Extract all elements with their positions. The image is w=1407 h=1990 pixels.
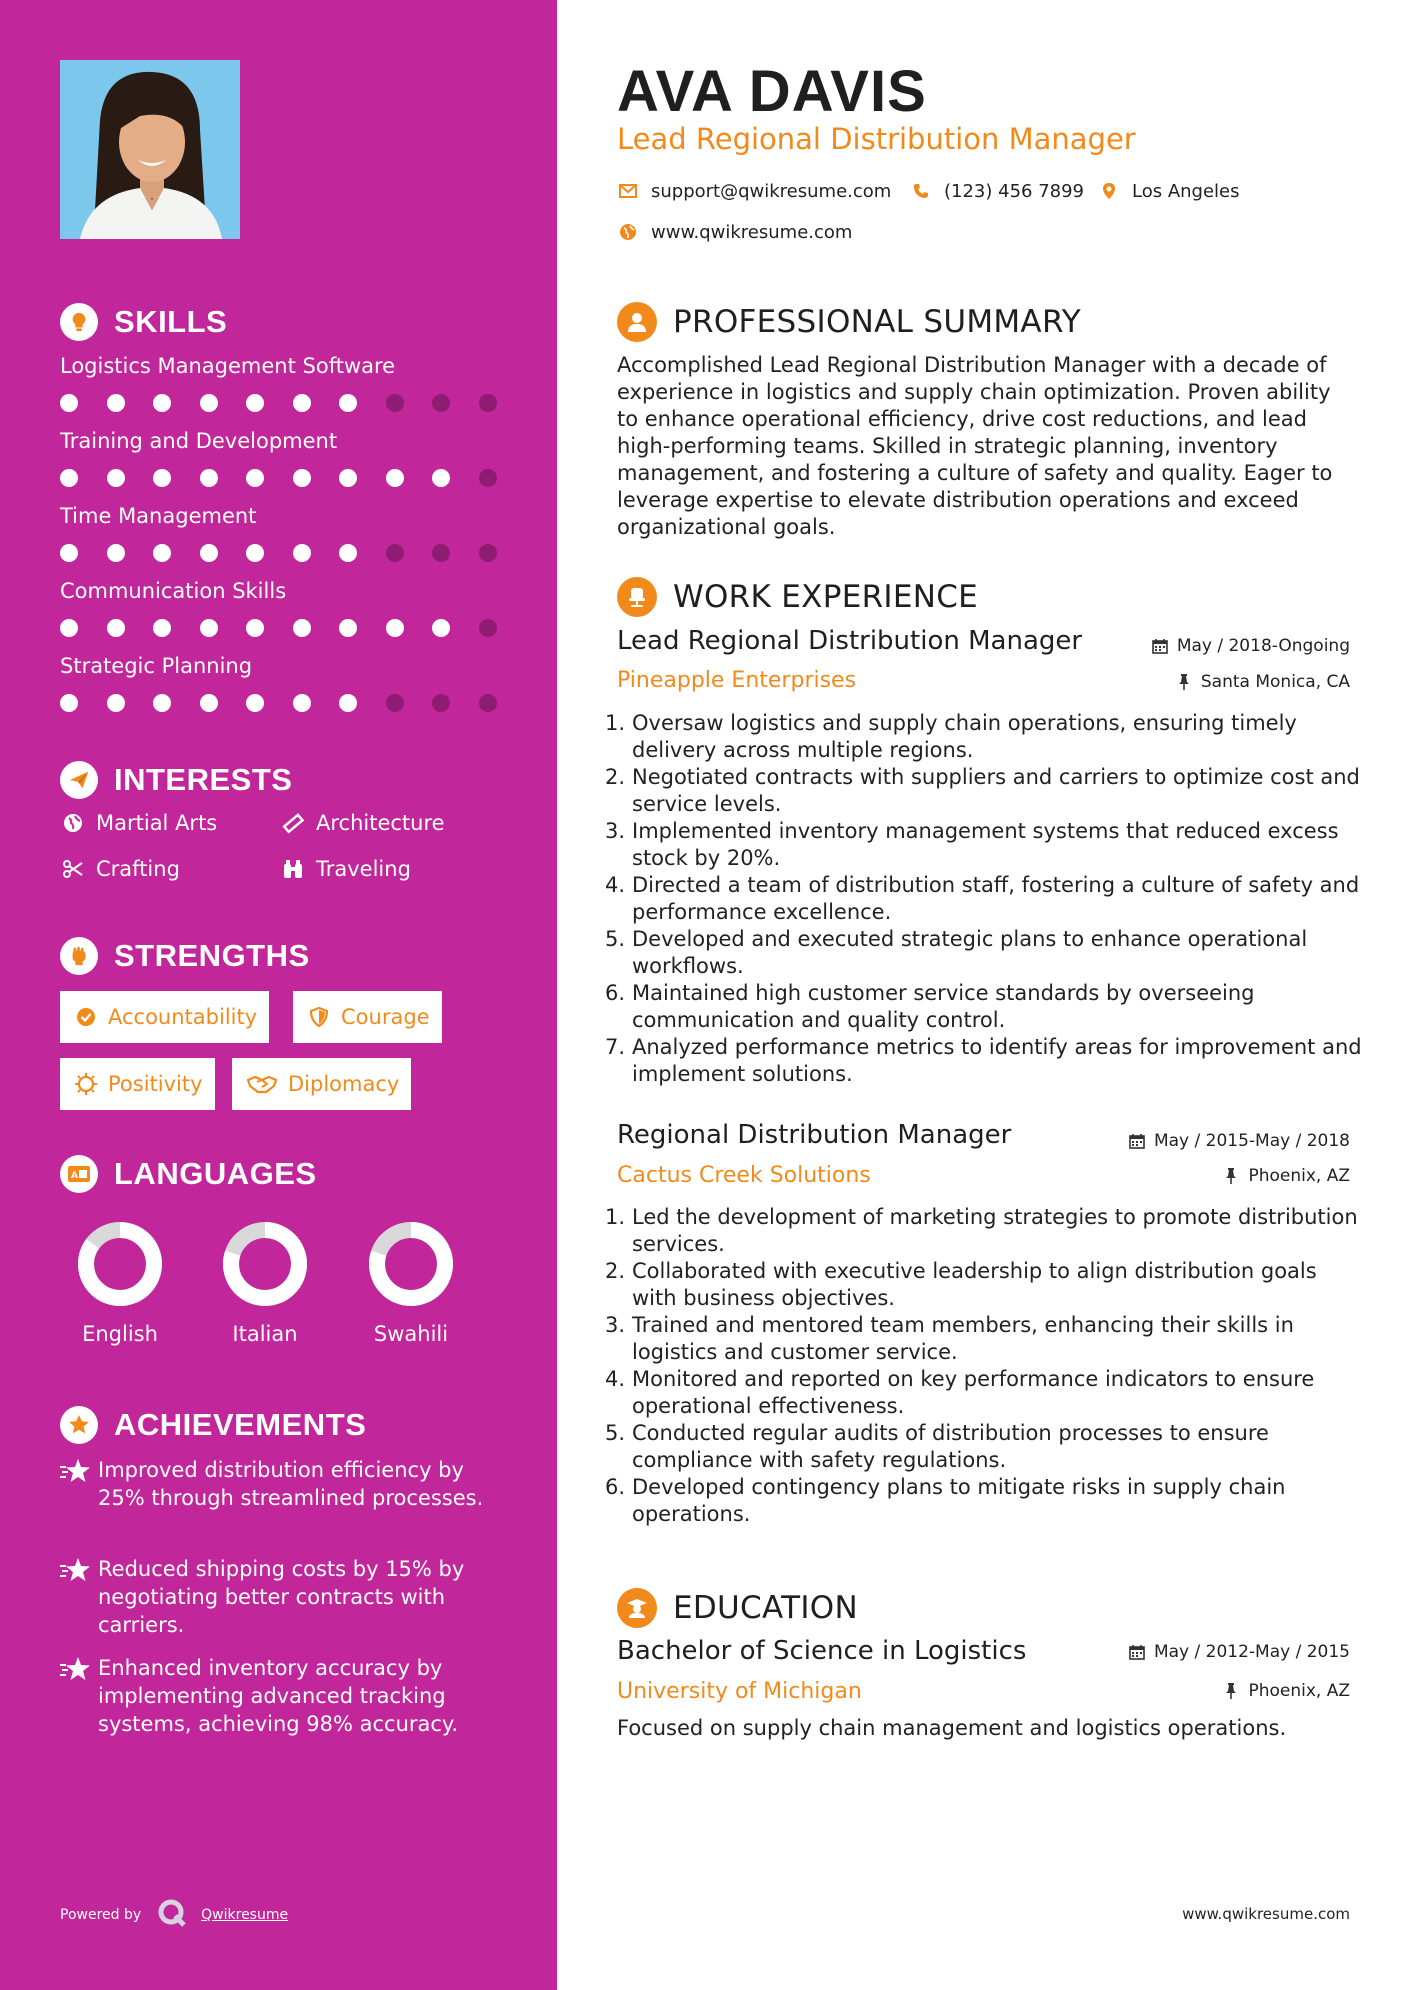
candidate-title: Lead Regional Distribution Manager bbox=[617, 122, 1136, 156]
skill-dot-filled bbox=[246, 544, 264, 562]
interest-label: Traveling bbox=[316, 857, 411, 881]
interest-label: Crafting bbox=[96, 857, 180, 881]
experience-heading bbox=[617, 575, 978, 619]
star-icon bbox=[60, 1654, 98, 1738]
job-dates-text: May / 2015-May / 2018 bbox=[1153, 1131, 1350, 1151]
language-item bbox=[205, 1220, 325, 1346]
job-bullet-item bbox=[605, 980, 1365, 1034]
bullet-text: Analyzed performance metrics to identify areas for improvement and implement solutions. bbox=[632, 1035, 1362, 1086]
pushpin-icon bbox=[1175, 673, 1193, 691]
skill-dot-filled bbox=[107, 469, 125, 487]
job-location bbox=[1175, 672, 1350, 692]
shield-icon bbox=[307, 1005, 331, 1029]
skill-dot-filled bbox=[386, 469, 404, 487]
bullet-text: Collaborated with executive leadership to align distribution goals with business objectives. bbox=[632, 1259, 1317, 1310]
job-bullet-item bbox=[605, 1420, 1365, 1474]
skill-dot-filled bbox=[60, 394, 78, 412]
job-dates-text: May / 2018-Ongoing bbox=[1176, 636, 1350, 656]
job-dates bbox=[1151, 636, 1350, 656]
lightbulb-icon bbox=[60, 303, 98, 341]
skill-dot-filled bbox=[293, 619, 311, 637]
bullet-number: 3. bbox=[605, 819, 626, 843]
language-level-ring bbox=[221, 1220, 309, 1308]
job-bullet-item bbox=[605, 926, 1365, 980]
skill-dot-filled bbox=[246, 694, 264, 712]
skill-dot-filled bbox=[432, 469, 450, 487]
interest-item-crafting bbox=[60, 856, 180, 882]
bullet-number: 5. bbox=[605, 1421, 626, 1445]
education-dates bbox=[1128, 1642, 1350, 1662]
skill-dot-filled bbox=[339, 544, 357, 562]
qwikresume-logo-icon bbox=[157, 1898, 187, 1932]
skill-rating bbox=[60, 392, 500, 414]
bullet-number: 6. bbox=[605, 981, 626, 1005]
achievement-text: Reduced shipping costs by 15% by negotiating better contracts with carriers. bbox=[98, 1557, 465, 1637]
interest-item-traveling bbox=[280, 856, 411, 882]
skill-dot-empty bbox=[479, 394, 497, 412]
qwikresume-link[interactable]: Qwikresume bbox=[201, 1907, 289, 1923]
job-bullet-item bbox=[605, 1034, 1365, 1088]
skill-dot-filled bbox=[60, 694, 78, 712]
interest-label: Architecture bbox=[316, 811, 445, 835]
powered-by bbox=[60, 1898, 288, 1932]
skill-dot-empty bbox=[386, 394, 404, 412]
skill-dot-filled bbox=[153, 469, 171, 487]
skill-dot-empty bbox=[386, 544, 404, 562]
company-name: Pineapple Enterprises bbox=[617, 668, 857, 693]
language-level-ring bbox=[367, 1220, 455, 1308]
interest-item-architecture bbox=[280, 810, 445, 836]
skill-dot-filled bbox=[246, 469, 264, 487]
strength-accountability bbox=[60, 991, 269, 1043]
bullet-text: Trained and mentored team members, enhancing their skills in logistics and customer service. bbox=[632, 1313, 1294, 1364]
skill-dot-filled bbox=[153, 394, 171, 412]
skill-rating bbox=[60, 692, 500, 714]
briefcase-chair-icon bbox=[617, 577, 657, 617]
skill-dot-filled bbox=[293, 394, 311, 412]
skill-dot-empty bbox=[432, 544, 450, 562]
binoculars-icon bbox=[280, 856, 306, 882]
skill-item bbox=[60, 502, 500, 564]
skill-dot-filled bbox=[246, 394, 264, 412]
skill-dot-empty bbox=[479, 694, 497, 712]
skill-name: Logistics Management Software bbox=[60, 354, 396, 378]
skill-dot-filled bbox=[339, 469, 357, 487]
skill-dot-filled bbox=[153, 544, 171, 562]
skill-dot-filled bbox=[153, 619, 171, 637]
skill-item bbox=[60, 577, 500, 639]
bullet-text: Directed a team of distribution staff, fostering a culture of safety and performance excellence. bbox=[632, 873, 1360, 924]
job-bullet-item bbox=[605, 764, 1365, 818]
check-circle-icon bbox=[74, 1005, 98, 1029]
bullet-number: 2. bbox=[605, 1259, 626, 1283]
education-location-text: Phoenix, AZ bbox=[1248, 1681, 1350, 1701]
svg-text:A: A bbox=[71, 1171, 78, 1181]
bullet-text: Developed contingency plans to mitigate risks in supply chain operations. bbox=[632, 1475, 1286, 1526]
bullet-text: Conducted regular audits of distribution processes to ensure compliance with safety regulations. bbox=[632, 1421, 1269, 1472]
bullet-text: Negotiated contracts with suppliers and carriers to optimize cost and service levels. bbox=[632, 765, 1360, 816]
summary-heading bbox=[617, 300, 1081, 344]
language-icon bbox=[60, 1155, 98, 1193]
skill-dot-filled bbox=[60, 469, 78, 487]
globe-icon bbox=[617, 221, 639, 243]
bullet-text: Oversaw logistics and supply chain operations, ensuring timely delivery across multiple regions. bbox=[632, 711, 1297, 762]
skill-item bbox=[60, 652, 500, 714]
sidebar bbox=[0, 0, 557, 1990]
language-level-ring bbox=[76, 1220, 164, 1308]
star-icon bbox=[60, 1456, 98, 1512]
job-location-text: Phoenix, AZ bbox=[1248, 1166, 1350, 1186]
skill-dot-filled bbox=[432, 619, 450, 637]
calendar-icon bbox=[1128, 1132, 1146, 1150]
strength-positivity bbox=[60, 1058, 215, 1110]
strength-diplomacy bbox=[232, 1058, 411, 1110]
skill-dot-filled bbox=[339, 694, 357, 712]
phone-icon bbox=[910, 180, 932, 202]
skill-dot-filled bbox=[339, 394, 357, 412]
calendar-icon bbox=[1151, 637, 1169, 655]
skills-heading bbox=[60, 300, 227, 344]
skill-dot-filled bbox=[200, 394, 218, 412]
sun-icon bbox=[74, 1072, 98, 1096]
skill-item bbox=[60, 352, 500, 414]
skill-name: Time Management bbox=[60, 504, 257, 528]
language-name: Italian bbox=[232, 1322, 298, 1346]
skill-dot-empty bbox=[386, 694, 404, 712]
bullet-number: 4. bbox=[605, 1367, 626, 1391]
strength-label: Diplomacy bbox=[288, 1072, 400, 1096]
achievement-text: Enhanced inventory accuracy by implementing advanced tracking systems, achieving 98% accuracy. bbox=[98, 1656, 459, 1736]
powered-by-label: Powered by bbox=[60, 1907, 142, 1923]
interest-item-martial-arts bbox=[60, 810, 217, 836]
summary-heading-text: PROFESSIONAL SUMMARY bbox=[673, 304, 1082, 340]
education-location bbox=[1222, 1681, 1350, 1701]
bullet-number: 5. bbox=[605, 927, 626, 951]
email-text[interactable]: support@qwikresume.com bbox=[651, 180, 892, 202]
job-bullet-item bbox=[605, 1312, 1365, 1366]
skill-dot-filled bbox=[107, 544, 125, 562]
globe-icon bbox=[60, 810, 86, 836]
bullet-text: Implemented inventory management systems that reduced excess stock by 20%. bbox=[632, 819, 1339, 870]
skill-dot-filled bbox=[107, 619, 125, 637]
location-text: Los Angeles bbox=[1132, 180, 1240, 202]
phone-text[interactable]: (123) 456 7899 bbox=[944, 180, 1085, 202]
skill-dot-empty bbox=[479, 619, 497, 637]
job-bullet-item bbox=[605, 872, 1365, 926]
bullet-text: Maintained high customer service standards by overseeing communication and quality control. bbox=[632, 981, 1255, 1032]
interests-heading-text: INTERESTS bbox=[114, 762, 293, 797]
ruler-icon bbox=[280, 810, 306, 836]
strength-label: Positivity bbox=[108, 1072, 203, 1096]
skill-rating bbox=[60, 467, 500, 489]
skill-dot-empty bbox=[479, 469, 497, 487]
star-badge-icon bbox=[60, 1406, 98, 1444]
interests-heading bbox=[60, 758, 292, 802]
handshake-icon bbox=[246, 1072, 278, 1096]
skill-dot-empty bbox=[432, 694, 450, 712]
strengths-heading-text: STRENGTHS bbox=[114, 938, 310, 973]
skill-dot-filled bbox=[60, 544, 78, 562]
achievement-item bbox=[60, 1456, 510, 1512]
skill-dot-filled bbox=[293, 694, 311, 712]
user-icon bbox=[617, 302, 657, 342]
education-dates-text: May / 2012-May / 2015 bbox=[1153, 1642, 1350, 1662]
job-bullets bbox=[605, 710, 1365, 1088]
strengths-heading bbox=[60, 934, 310, 978]
bullet-number: 4. bbox=[605, 873, 626, 897]
job-location bbox=[1222, 1166, 1350, 1186]
degree-title: Bachelor of Science in Logistics bbox=[617, 1636, 1027, 1666]
map-pin-icon bbox=[1098, 180, 1120, 202]
language-name: Swahili bbox=[373, 1322, 449, 1346]
job-location-text: Santa Monica, CA bbox=[1200, 672, 1350, 692]
achievement-item bbox=[60, 1654, 510, 1738]
pushpin-icon bbox=[1222, 1682, 1240, 1700]
job-bullet-item bbox=[605, 1474, 1365, 1528]
skill-dot-filled bbox=[200, 544, 218, 562]
job-bullet-item bbox=[605, 1204, 1365, 1258]
job-bullet-item bbox=[605, 1258, 1365, 1312]
bullet-text: Developed and executed strategic plans to enhance operational workflows. bbox=[632, 927, 1308, 978]
skill-name: Strategic Planning bbox=[60, 654, 253, 678]
education-heading bbox=[617, 1586, 858, 1630]
bullet-number: 7. bbox=[605, 1035, 626, 1059]
bullet-number: 3. bbox=[605, 1313, 626, 1337]
skill-dot-filled bbox=[386, 619, 404, 637]
skill-dot-filled bbox=[200, 469, 218, 487]
bullet-number: 2. bbox=[605, 765, 626, 789]
languages-heading-text: LANGUAGES bbox=[114, 1156, 317, 1191]
calendar-icon bbox=[1128, 1643, 1146, 1661]
profile-photo bbox=[60, 60, 240, 239]
achievements-heading bbox=[60, 1403, 366, 1447]
footer-url[interactable]: www.qwikresume.com bbox=[1182, 1905, 1350, 1923]
skill-dot-filled bbox=[200, 694, 218, 712]
skill-dot-filled bbox=[293, 469, 311, 487]
language-item bbox=[351, 1220, 471, 1346]
skill-dot-filled bbox=[293, 544, 311, 562]
skill-dot-empty bbox=[432, 394, 450, 412]
skill-rating bbox=[60, 617, 500, 639]
contact-email bbox=[617, 180, 891, 202]
bullet-number: 1. bbox=[605, 1205, 626, 1229]
envelope-icon bbox=[617, 180, 639, 202]
bullet-text: Led the development of marketing strategies to promote distribution services. bbox=[632, 1205, 1358, 1256]
contact-location bbox=[1098, 180, 1240, 202]
paper-plane-icon bbox=[60, 761, 98, 799]
skill-rating bbox=[60, 542, 500, 564]
skill-dot-filled bbox=[246, 619, 264, 637]
skill-name: Communication Skills bbox=[60, 579, 287, 603]
skill-dot-filled bbox=[339, 619, 357, 637]
education-description: Focused on supply chain management and logistics operations. bbox=[617, 1716, 1287, 1740]
strength-label: Accountability bbox=[108, 1005, 258, 1029]
scissors-icon bbox=[60, 856, 86, 882]
graduate-icon bbox=[617, 1588, 657, 1628]
job-bullet-item bbox=[605, 1366, 1365, 1420]
achievement-item bbox=[60, 1555, 510, 1639]
interest-label: Martial Arts bbox=[96, 811, 218, 835]
job-bullet-item bbox=[605, 710, 1365, 764]
skill-dot-filled bbox=[107, 694, 125, 712]
star-icon bbox=[60, 1555, 98, 1639]
school-name: University of Michigan bbox=[617, 1679, 862, 1704]
achievements-heading-text: ACHIEVEMENTS bbox=[114, 1407, 367, 1442]
bullet-number: 6. bbox=[605, 1475, 626, 1499]
skill-dot-filled bbox=[60, 619, 78, 637]
job-title: Regional Distribution Manager bbox=[617, 1120, 1012, 1150]
skill-dot-empty bbox=[479, 544, 497, 562]
achievement-text: Improved distribution efficiency by 25% through streamlined processes. bbox=[98, 1458, 484, 1510]
company-name: Cactus Creek Solutions bbox=[617, 1163, 871, 1188]
skill-dot-filled bbox=[200, 619, 218, 637]
languages-heading bbox=[60, 1152, 317, 1196]
main-content bbox=[557, 0, 1407, 1990]
language-item bbox=[60, 1220, 180, 1346]
bullet-text: Monitored and reported on key performance indicators to ensure operational effectiveness. bbox=[632, 1367, 1315, 1418]
website-text[interactable]: www.qwikresume.com bbox=[651, 221, 853, 243]
language-name: English bbox=[82, 1322, 158, 1346]
job-dates bbox=[1128, 1131, 1350, 1151]
contact-phone bbox=[910, 180, 1084, 202]
skill-name: Training and Development bbox=[60, 429, 338, 453]
fist-icon bbox=[60, 937, 98, 975]
strength-label: Courage bbox=[341, 1005, 430, 1029]
experience-heading-text: WORK EXPERIENCE bbox=[673, 579, 979, 615]
pushpin-icon bbox=[1222, 1167, 1240, 1185]
bullet-number: 1. bbox=[605, 711, 626, 735]
job-bullet-item bbox=[605, 818, 1365, 872]
skill-item bbox=[60, 427, 500, 489]
candidate-name: AVA DAVIS bbox=[617, 59, 927, 124]
education-heading-text: EDUCATION bbox=[673, 1590, 858, 1626]
contact-website bbox=[617, 221, 852, 243]
skill-dot-filled bbox=[107, 394, 125, 412]
skill-dot-filled bbox=[153, 694, 171, 712]
skills-heading-text: SKILLS bbox=[114, 304, 228, 339]
summary-text: Accomplished Lead Regional Distribution Manager with a decade of experience in logistics and supply chain optimization. Proven ability to enhance operational efficiency, drive cost reductions, and lead high-performing teams. Skilled in strategic planning, inventory management, and fostering a culture of safety and quality. Eager to leverage expertise to elevate distribution operations and exceed organizational goals. bbox=[617, 353, 1333, 539]
job-title: Lead Regional Distribution Manager bbox=[617, 626, 1083, 656]
job-bullets bbox=[605, 1204, 1365, 1528]
strength-courage bbox=[293, 991, 442, 1043]
